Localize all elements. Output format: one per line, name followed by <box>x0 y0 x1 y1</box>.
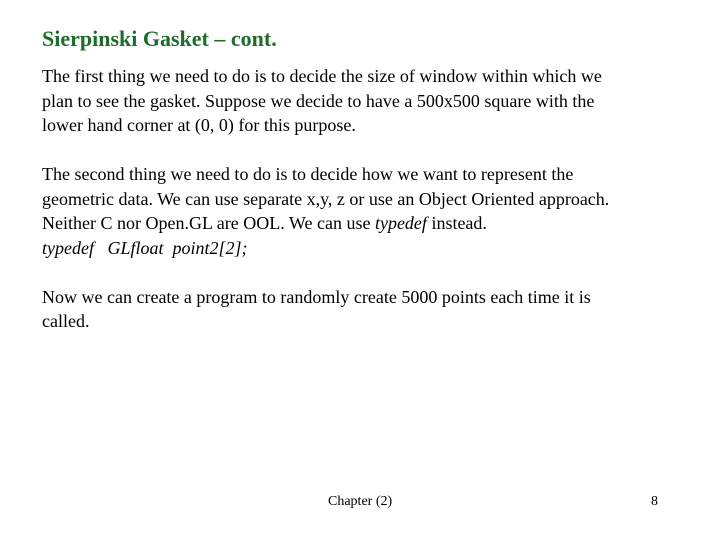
paragraph-geometric-data <box>42 162 702 260</box>
code-line: typedef GLfloat point2[2]; <box>42 237 248 258</box>
slide-body <box>42 64 702 358</box>
text-line: lower hand corner at (0, 0) for this purpose. <box>42 115 356 135</box>
paragraph-random-points <box>42 285 702 334</box>
typedef-keyword: typedef <box>374 213 427 233</box>
text-line: plan to see the gasket. Suppose we decide to have a 500x500 square with the <box>42 90 595 111</box>
footer-chapter: Chapter (2) <box>328 494 393 509</box>
text-line: Now we can create a program to randomly create 5000 points each time it is <box>42 286 591 307</box>
text-line: geometric data. We can use separate x,y, z or use an Object Oriented approach. <box>42 188 610 209</box>
text-line: The second thing we need to do is to decide how we want to represent the <box>42 164 574 184</box>
text-line: called. <box>42 311 90 331</box>
paragraph-window-size <box>42 64 702 138</box>
slide-title: Sierpinski Gasket – cont. <box>42 26 277 51</box>
page-number: 8 <box>651 494 658 509</box>
text-line: The first thing we need to do is to decide the size of window within which we <box>42 66 602 86</box>
text-line-typedef <box>42 211 702 236</box>
text-segment: instead. <box>426 213 487 233</box>
text-segment: Neither C nor Open.GL are OOL. We can use <box>42 213 375 233</box>
